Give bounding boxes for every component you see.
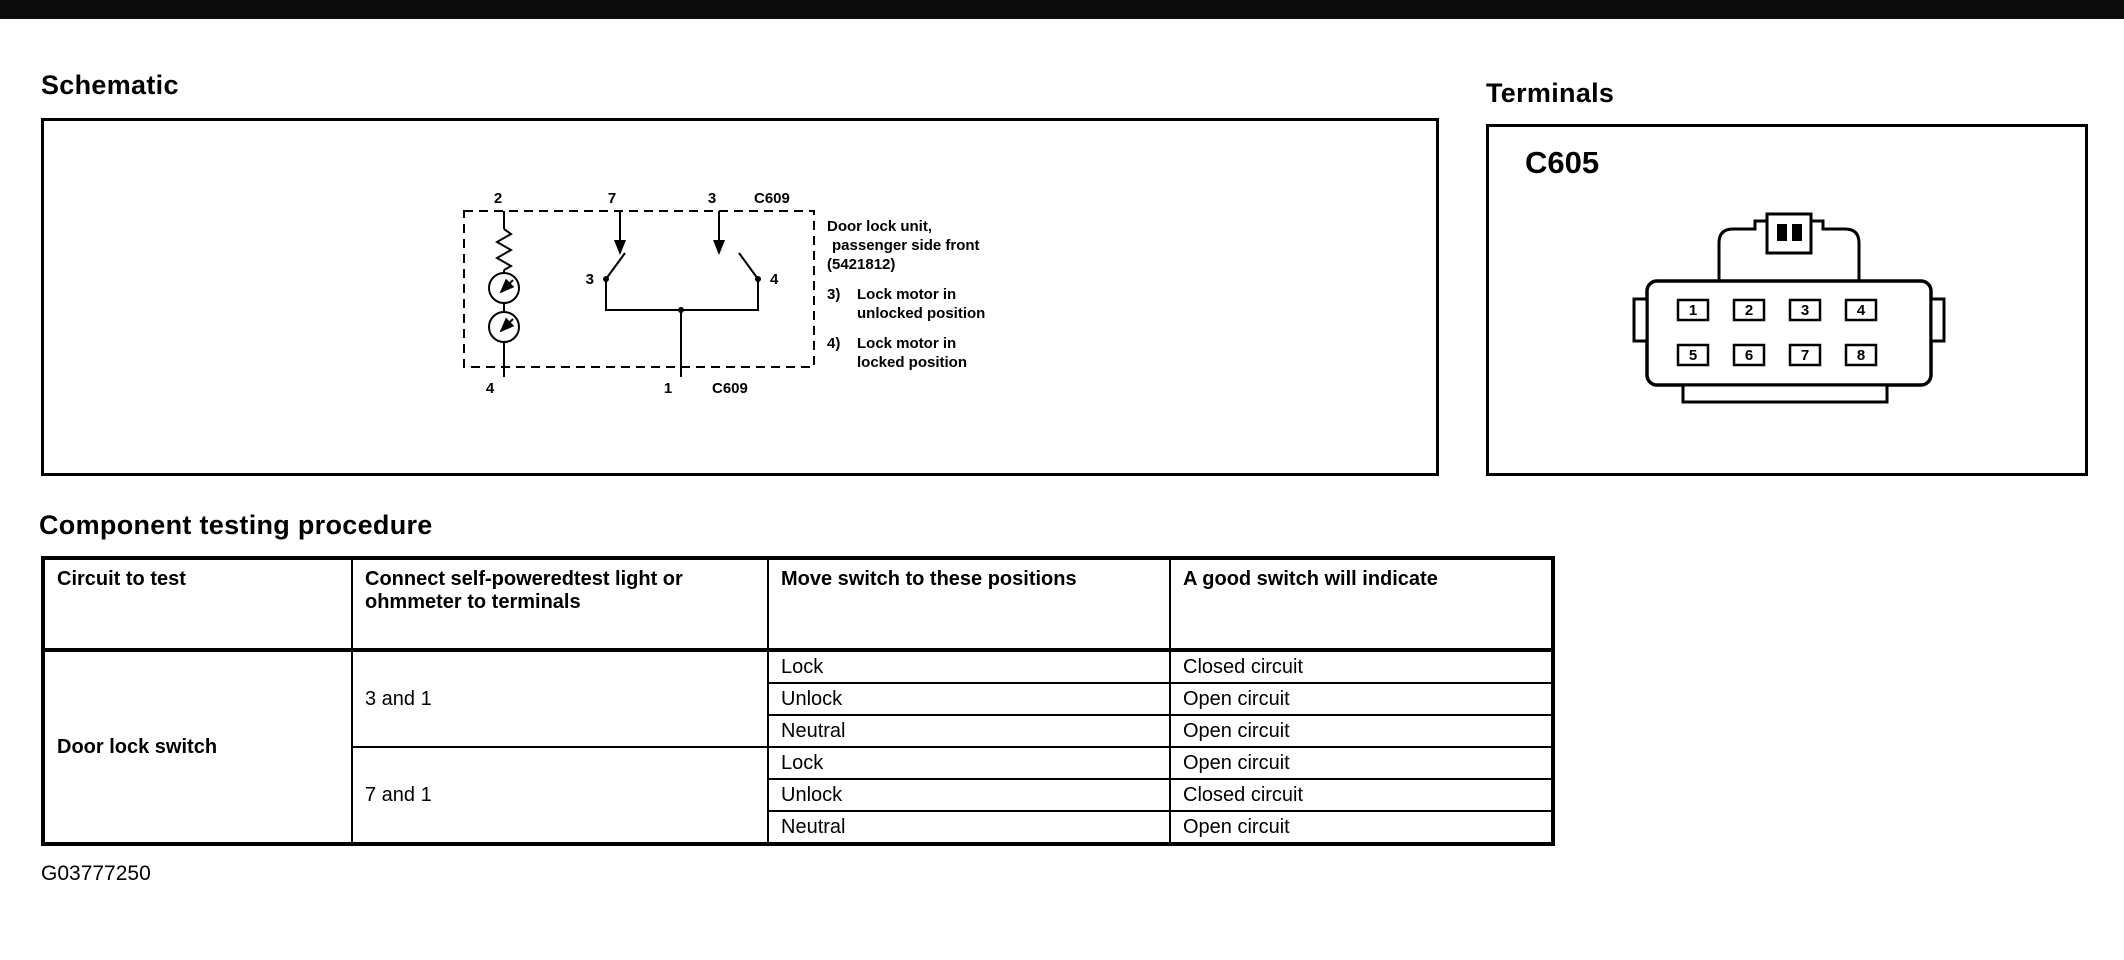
result-cell: Open circuit xyxy=(1170,811,1553,844)
col-header-indication: A good switch will indicate xyxy=(1170,558,1553,650)
testing-table-wrap xyxy=(41,556,1555,846)
connector-c605-diagram xyxy=(1629,211,1949,425)
note-line: passenger side front xyxy=(832,237,980,254)
schematic-panel xyxy=(41,118,1439,476)
note-item-text xyxy=(857,285,1067,323)
pin-3-number: 3 xyxy=(1800,302,1810,319)
result-cell: Open circuit xyxy=(1170,747,1553,779)
top-black-bar xyxy=(0,0,2124,19)
pin-1-number: 1 xyxy=(1688,302,1698,319)
terminal-2-label: 2 xyxy=(493,190,503,207)
latch-clip-right xyxy=(1792,224,1802,241)
connector-name: C605 xyxy=(1525,145,1600,180)
schematic-heading: Schematic xyxy=(41,70,179,100)
terminal-3-top-label: 3 xyxy=(707,190,717,207)
connector-side-tab-right xyxy=(1931,299,1944,341)
schematic-notes xyxy=(827,217,1067,372)
pin-5-number: 5 xyxy=(1688,347,1698,364)
terminals-heading: Terminals xyxy=(1486,78,1615,108)
position-cell: Lock xyxy=(768,747,1170,779)
position-cell: Neutral xyxy=(768,811,1170,844)
terminals-panel xyxy=(1486,124,2088,476)
col-header-circuit: Circuit to test xyxy=(43,558,352,650)
pivot-4-label: 4 xyxy=(770,271,779,288)
pivot-3-label: 3 xyxy=(585,271,594,288)
result-cell: Closed circuit xyxy=(1170,650,1553,683)
note-line: unlocked position xyxy=(857,305,986,322)
switch-arm-4 xyxy=(739,253,758,279)
note-line: (5421812) xyxy=(827,256,896,273)
connector-body xyxy=(1647,281,1931,385)
note-line: locked position xyxy=(857,354,968,371)
note-item-number: 4) xyxy=(827,335,841,352)
note-line: Lock motor in xyxy=(857,286,957,303)
table-row xyxy=(43,650,1553,683)
connector-side-tab-left xyxy=(1634,299,1647,341)
position-cell: Unlock xyxy=(768,779,1170,811)
header-row xyxy=(43,558,1553,650)
note-item-3 xyxy=(827,285,1067,323)
result-cell: Open circuit xyxy=(1170,715,1553,747)
pin-7-number: 7 xyxy=(1800,347,1810,364)
terminal-4-bottom-label: 4 xyxy=(485,380,495,397)
resistor-symbol xyxy=(497,229,511,270)
terminals-group-cell: 7 and 1 xyxy=(352,747,768,844)
common-bus xyxy=(606,279,758,310)
result-cell: Closed circuit xyxy=(1170,779,1553,811)
pin-6-number: 6 xyxy=(1744,347,1754,364)
terminals-group-cell: 3 and 1 xyxy=(352,650,768,747)
note-item-4 xyxy=(827,334,1067,372)
position-cell: Lock xyxy=(768,650,1170,683)
testing-heading: Component testing procedure xyxy=(39,510,433,540)
circuit-cell: Door lock switch xyxy=(43,650,352,844)
note-item-text xyxy=(857,334,1067,372)
figure-id-code: G03777250 xyxy=(41,862,151,885)
connector-c609-bottom-label: C609 xyxy=(712,380,748,397)
position-cell: Unlock xyxy=(768,683,1170,715)
note-item-number: 3) xyxy=(827,286,841,303)
col-header-positions: Move switch to these positions xyxy=(768,558,1170,650)
note-line: Lock motor in xyxy=(857,335,957,352)
lamp-arrow-2 xyxy=(501,319,513,331)
switch-arm-3 xyxy=(606,253,625,279)
connector-latch xyxy=(1767,214,1811,253)
col-header-connect: Connect self-poweredtest light or ohmmeter to terminals xyxy=(352,558,768,650)
connector-foot xyxy=(1683,385,1887,402)
pin-2-number: 2 xyxy=(1744,302,1754,319)
component-boundary-dashed xyxy=(464,211,814,367)
terminal-1-bottom-label: 1 xyxy=(663,380,673,397)
connector-c609-top-label: C609 xyxy=(754,190,790,207)
latch-clip-left xyxy=(1777,224,1787,241)
terminal-7-label: 7 xyxy=(607,190,617,207)
note-line: Door lock unit, xyxy=(827,218,932,235)
position-cell: Neutral xyxy=(768,715,1170,747)
result-cell: Open circuit xyxy=(1170,683,1553,715)
lamp-arrow-1 xyxy=(501,280,513,292)
pin-8-number: 8 xyxy=(1856,347,1866,364)
testing-table xyxy=(41,556,1555,846)
door-lock-circuit-diagram xyxy=(454,185,854,409)
pin-4-number: 4 xyxy=(1856,302,1866,319)
